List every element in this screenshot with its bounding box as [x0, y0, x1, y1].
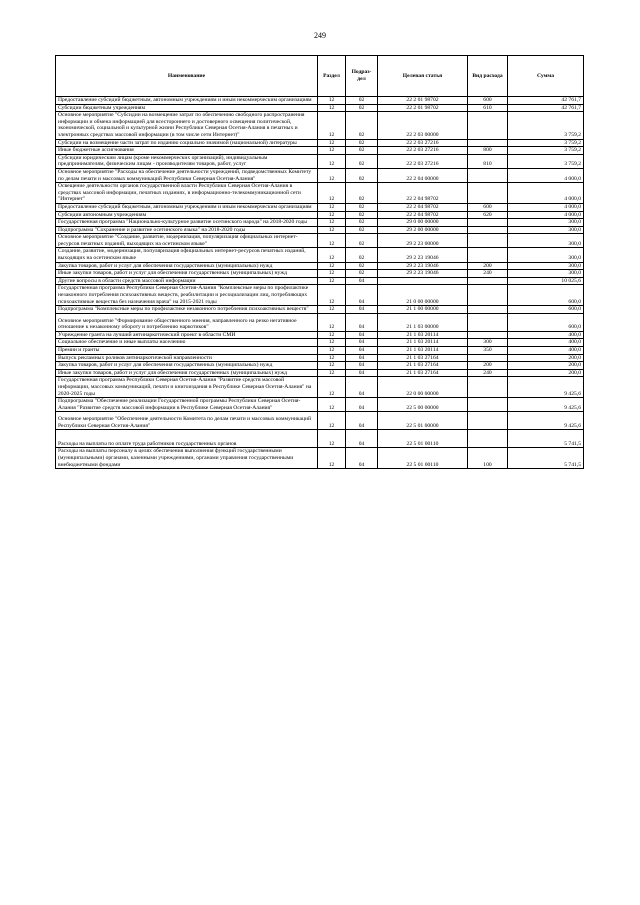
cell-section: 12: [318, 331, 346, 339]
cell-expense: [468, 248, 508, 262]
cell-target: 29 2 23 19046: [378, 270, 468, 278]
cell-subsection: 02: [346, 168, 378, 182]
cell-subsection: 04: [346, 369, 378, 377]
cell-expense: 240: [468, 270, 508, 278]
cell-name: Расходы на выплаты персоналу в целях обеспечения выполнения функций государственными (муниципальными) органами, казенными учреждениями, органами управления государственными внебюджетными фондами: [56, 448, 318, 469]
cell-name: Создание, развитие, модернизация, популяризация официальных интернет-ресурсов печатных изданий, выходящих на осетинском языке: [56, 248, 318, 262]
cell-name: Субсидии автономным учреждениям: [56, 211, 318, 219]
cell-name: Выпуск рекламных роликов антинаркотической направленности: [56, 354, 318, 362]
table-row: [56, 226, 584, 234]
cell-name: Предоставление субсидий бюджетным, автономным учреждениям и иным некоммерческим организациям: [56, 203, 318, 211]
cell-sum: 3 759,2: [508, 147, 584, 155]
cell-name: Основное мероприятие "Субсидии на возмещение затрат по обеспечению свободного распространения информации и обмена информацией для всестороннего и достоверного освещения политической, экономической, социальной и культурной жизни Республики Северная Осетия-Алания в печатных и электронных средствах массовой информации (в том числе сети Интернет)": [56, 112, 318, 139]
cell-target: 22 2 03 00000: [378, 112, 468, 139]
cell-sum: 42 761,7: [508, 97, 584, 105]
cell-section: 12: [318, 219, 346, 227]
cell-expense: [468, 219, 508, 227]
cell-target: 22 5 01 00110: [378, 448, 468, 469]
cell-target: 29 2 23 19046: [378, 262, 468, 270]
cell-subsection: 02: [346, 147, 378, 155]
cell-sum: 200,0: [508, 369, 584, 377]
cell-name: Государственная программа "Национально-культурное развитие осетинского народа" на 2018-2020 годы: [56, 219, 318, 227]
cell-expense: 240: [468, 369, 508, 377]
cell-sum: 9 425,6: [508, 377, 584, 398]
table-row: [56, 203, 584, 211]
table-row: [56, 154, 584, 168]
cell-expense: 600: [468, 203, 508, 211]
cell-expense: 600: [468, 97, 508, 105]
table-row: [56, 369, 584, 377]
cell-name: Предоставление субсидий бюджетным, автономным учреждениям и иным некоммерческим организациям: [56, 97, 318, 105]
cell-target: 21 1 03 27164: [378, 369, 468, 377]
cell-sum: 300,0: [508, 270, 584, 278]
cell-name: Основное мероприятие "Формирование общественного мнения, направленного на резко негативное отношение к незаконному обороту и потреблению наркотиков": [56, 313, 318, 331]
cell-expense: [468, 412, 508, 430]
cell-sum: 600,0: [508, 306, 584, 314]
header-section: Раздел: [318, 56, 346, 97]
cell-target: 21 1 03 27164: [378, 354, 468, 362]
cell-sum: 4 000,0: [508, 168, 584, 182]
cell-sum: 600,0: [508, 285, 584, 306]
cell-section: 12: [318, 234, 346, 248]
cell-expense: [468, 313, 508, 331]
table-row: [56, 168, 584, 182]
cell-expense: [468, 331, 508, 339]
table-row: [56, 270, 584, 278]
cell-subsection: 04: [346, 277, 378, 285]
cell-subsection: 02: [346, 183, 378, 204]
cell-expense: [468, 226, 508, 234]
table-row: [56, 285, 584, 306]
cell-sum: 10 025,6: [508, 277, 584, 285]
table-row: [56, 219, 584, 227]
cell-sum: 300,0: [508, 248, 584, 262]
cell-name: Государственная программа Республики Северная Осетия-Алания "Комплексные меры по профилактике незаконного потребления психоактивных веществ, реабилитации и ресоциализации лиц, потребляющих психоактивные вещества без назначения врача" на 2015-2021 годы: [56, 285, 318, 306]
cell-section: 12: [318, 211, 346, 219]
cell-subsection: 04: [346, 430, 378, 448]
cell-target: 22 2 01 98702: [378, 104, 468, 112]
cell-section: 12: [318, 398, 346, 412]
cell-name: Основное мероприятие "Расходы на обеспечение деятельности учреждений, подведомственных Комитету по делам печати и массовых коммуникаций Республики Северная Осетия-Алания": [56, 168, 318, 182]
budget-table: [55, 55, 584, 469]
cell-subsection: 04: [346, 306, 378, 314]
cell-subsection: 04: [346, 354, 378, 362]
cell-subsection: 04: [346, 339, 378, 347]
cell-subsection: 02: [346, 226, 378, 234]
cell-section: 12: [318, 306, 346, 314]
cell-subsection: 02: [346, 154, 378, 168]
table-row: [56, 262, 584, 270]
cell-expense: [468, 234, 508, 248]
cell-expense: [468, 430, 508, 448]
cell-section: 12: [318, 183, 346, 204]
cell-section: 12: [318, 248, 346, 262]
cell-section: 12: [318, 139, 346, 147]
header-sum: Сумма: [508, 56, 584, 97]
cell-name: Подпрограмма "Комплексные меры по профилактике незаконного потребления психоактивных веществ": [56, 306, 318, 314]
cell-target: 22 0 00 00000: [378, 377, 468, 398]
cell-expense: 300: [468, 339, 508, 347]
cell-target: 21 1 00 00000: [378, 306, 468, 314]
cell-sum: 600,0: [508, 313, 584, 331]
cell-target: 29 2 23 19046: [378, 248, 468, 262]
cell-section: 12: [318, 362, 346, 370]
cell-section: 12: [318, 377, 346, 398]
table-row: [56, 112, 584, 139]
cell-sum: 5 741,5: [508, 430, 584, 448]
cell-expense: [468, 168, 508, 182]
cell-name: Закупка товаров, работ и услуг для обеспечения государственных (муниципальных) нужд: [56, 362, 318, 370]
cell-expense: 800: [468, 147, 508, 155]
cell-expense: 810: [468, 154, 508, 168]
cell-subsection: 02: [346, 104, 378, 112]
cell-target: 21 1 03 20114: [378, 331, 468, 339]
cell-name: Иные закупки товаров, работ и услуг для обеспечения государственных (муниципальных) нужд: [56, 369, 318, 377]
cell-name: Иные бюджетные ассигнования: [56, 147, 318, 155]
cell-expense: [468, 285, 508, 306]
cell-target: 21 0 00 00000: [378, 285, 468, 306]
cell-name: Подпрограмма "Обеспечение реализации Государственной программы Республики Северная Осетия-Алания "Развитие средств массовой информации в Республике Северная Осетия-Алания": [56, 398, 318, 412]
cell-sum: 3 759,2: [508, 139, 584, 147]
table-row: [56, 234, 584, 248]
cell-subsection: 02: [346, 219, 378, 227]
cell-expense: [468, 398, 508, 412]
cell-expense: [468, 112, 508, 139]
cell-subsection: 04: [346, 412, 378, 430]
cell-name: Учреждение гранта на лучший антинаркотический проект в области СМИ: [56, 331, 318, 339]
cell-target: 21 1 03 20114: [378, 347, 468, 355]
table-row: [56, 339, 584, 347]
cell-target: 22 5 01 00110: [378, 430, 468, 448]
cell-sum: 200,0: [508, 362, 584, 370]
cell-subsection: 02: [346, 139, 378, 147]
cell-expense: 200: [468, 362, 508, 370]
cell-target: 22 2 01 98702: [378, 97, 468, 105]
table-row: [56, 147, 584, 155]
cell-target: 29 2 23 00000: [378, 234, 468, 248]
cell-expense: [468, 354, 508, 362]
table-row: [56, 248, 584, 262]
table-row: [56, 183, 584, 204]
cell-expense: [468, 306, 508, 314]
cell-name: Государственная программа Республики Северная Осетия-Алания "Развитие средств массовой информации, массовых коммуникаций, печати и книгоиздания в Республике Северная Осетия-Алания" на 2020-2025 годы: [56, 377, 318, 398]
cell-subsection: 02: [346, 112, 378, 139]
cell-expense: 610: [468, 104, 508, 112]
cell-section: 12: [318, 354, 346, 362]
cell-section: 12: [318, 147, 346, 155]
cell-target: 22 2 04 00000: [378, 168, 468, 182]
cell-name: Основное мероприятие "Создание, развитие, модернизация, популяризация официальных интернет-ресурсов печатных изданий, выходящих на осетинском языке": [56, 234, 318, 248]
cell-subsection: 04: [346, 377, 378, 398]
cell-sum: 5 741,5: [508, 448, 584, 469]
cell-sum: 4 000,0: [508, 183, 584, 204]
cell-name: Социальное обеспечение и иные выплаты населению: [56, 339, 318, 347]
cell-section: 12: [318, 203, 346, 211]
header-expense: Вид расхода: [468, 56, 508, 97]
table-row: [56, 313, 584, 331]
table-row: [56, 211, 584, 219]
cell-section: 12: [318, 104, 346, 112]
cell-subsection: 04: [346, 347, 378, 355]
cell-section: 12: [318, 168, 346, 182]
table-row: [56, 377, 584, 398]
cell-sum: 200,0: [508, 354, 584, 362]
cell-target: 22 2 04 98702: [378, 211, 468, 219]
cell-name: Подпрограмма "Сохранение и развитие осетинского языка" на 2018-2020 годы: [56, 226, 318, 234]
table-row: [56, 354, 584, 362]
table-row: [56, 398, 584, 412]
table-body: [56, 97, 584, 469]
table-row: [56, 331, 584, 339]
cell-subsection: 04: [346, 448, 378, 469]
cell-subsection: 04: [346, 362, 378, 370]
cell-subsection: 04: [346, 313, 378, 331]
cell-sum: 300,0: [508, 226, 584, 234]
table-row: [56, 412, 584, 430]
cell-sum: 400,0: [508, 331, 584, 339]
cell-target: 21 1 03 20114: [378, 339, 468, 347]
cell-subsection: 02: [346, 262, 378, 270]
cell-sum: 300,0: [508, 262, 584, 270]
table-row: [56, 97, 584, 105]
table-row: [56, 104, 584, 112]
cell-sum: 42 761,7: [508, 104, 584, 112]
cell-name: Субсидии на возмещение части затрат по изданию социально значимой (национальной) литературы: [56, 139, 318, 147]
cell-expense: [468, 183, 508, 204]
cell-section: 12: [318, 154, 346, 168]
cell-target: 22 2 03 27216: [378, 139, 468, 147]
cell-section: 12: [318, 112, 346, 139]
header-target: Целевая статья: [378, 56, 468, 97]
cell-expense: 350: [468, 347, 508, 355]
cell-sum: 400,0: [508, 347, 584, 355]
header-name: Наименование: [56, 56, 318, 97]
cell-name: Основное мероприятие "Обеспечение деятельности Комитета по делам печати и массовых коммуникаций Республики Северная Осетия-Алания": [56, 412, 318, 430]
cell-sum: 300,0: [508, 219, 584, 227]
cell-sum: 400,0: [508, 339, 584, 347]
cell-sum: 3 759,2: [508, 112, 584, 139]
cell-section: 12: [318, 277, 346, 285]
cell-target: [378, 277, 468, 285]
cell-name: Субсидии бюджетным учреждениям: [56, 104, 318, 112]
cell-section: 12: [318, 226, 346, 234]
cell-name: Премии и гранты: [56, 347, 318, 355]
cell-sum: 300,0: [508, 234, 584, 248]
cell-expense: 200: [468, 262, 508, 270]
cell-subsection: 02: [346, 270, 378, 278]
cell-subsection: 04: [346, 285, 378, 306]
table-row: [56, 430, 584, 448]
cell-target: 22 2 03 27216: [378, 147, 468, 155]
cell-section: 12: [318, 448, 346, 469]
cell-expense: [468, 377, 508, 398]
table-row: [56, 347, 584, 355]
cell-sum: 3 759,2: [508, 154, 584, 168]
cell-expense: [468, 139, 508, 147]
cell-name: Расходы на выплаты по оплате труда работников государственных органов: [56, 430, 318, 448]
table-row: [56, 362, 584, 370]
page-number: 249: [314, 31, 326, 40]
cell-target: 22 5 00 00000: [378, 398, 468, 412]
cell-subsection: 04: [346, 331, 378, 339]
cell-name: Иные закупки товаров, работ и услуг для обеспечения государственных (муниципальных) нужд: [56, 270, 318, 278]
cell-sum: 9 425,6: [508, 398, 584, 412]
cell-sum: 9 425,6: [508, 412, 584, 430]
table-row: [56, 139, 584, 147]
cell-expense: 100: [468, 448, 508, 469]
cell-expense: 620: [468, 211, 508, 219]
cell-section: 12: [318, 97, 346, 105]
cell-expense: [468, 277, 508, 285]
cell-subsection: 02: [346, 97, 378, 105]
cell-name: Субсидии юридическим лицам (кроме некоммерческих организаций), индивидуальным предпринимателям, физическим лицам - производителям товаров, работ, услуг: [56, 154, 318, 168]
cell-subsection: 02: [346, 203, 378, 211]
cell-subsection: 04: [346, 398, 378, 412]
table-row: [56, 277, 584, 285]
cell-target: 22 5 01 00000: [378, 412, 468, 430]
cell-target: 21 1 03 27164: [378, 362, 468, 370]
table-row: [56, 448, 584, 469]
table-header-row: [56, 56, 584, 97]
cell-section: 12: [318, 285, 346, 306]
cell-target: 22 2 04 98702: [378, 203, 468, 211]
cell-section: 12: [318, 347, 346, 355]
cell-subsection: 02: [346, 211, 378, 219]
cell-target: 22 2 04 98702: [378, 183, 468, 204]
cell-section: 12: [318, 430, 346, 448]
cell-sum: 4 000,0: [508, 203, 584, 211]
cell-target: 29 2 00 00000: [378, 226, 468, 234]
cell-target: 22 2 03 27216: [378, 154, 468, 168]
cell-section: 12: [318, 339, 346, 347]
cell-target: 21 1 03 00000: [378, 313, 468, 331]
cell-section: 12: [318, 270, 346, 278]
cell-name: Освещение деятельности органов государственной власти Республики Северная Осетия-Алания в средствах массовой информации, печатных изданиях, в информационно-телекоммуникационной сети "Интернет": [56, 183, 318, 204]
cell-name: Закупка товаров, работ и услуг для обеспечения государственных (муниципальных) нужд: [56, 262, 318, 270]
cell-sum: 4 000,0: [508, 211, 584, 219]
header-subsection: Подраз-дел: [346, 56, 378, 97]
cell-section: 12: [318, 262, 346, 270]
cell-subsection: 02: [346, 234, 378, 248]
table-row: [56, 306, 584, 314]
cell-name: Другие вопросы в области средств массовой информации: [56, 277, 318, 285]
cell-section: 12: [318, 412, 346, 430]
cell-section: 12: [318, 369, 346, 377]
cell-target: 29 0 00 00000: [378, 219, 468, 227]
cell-subsection: 02: [346, 248, 378, 262]
cell-section: 12: [318, 313, 346, 331]
